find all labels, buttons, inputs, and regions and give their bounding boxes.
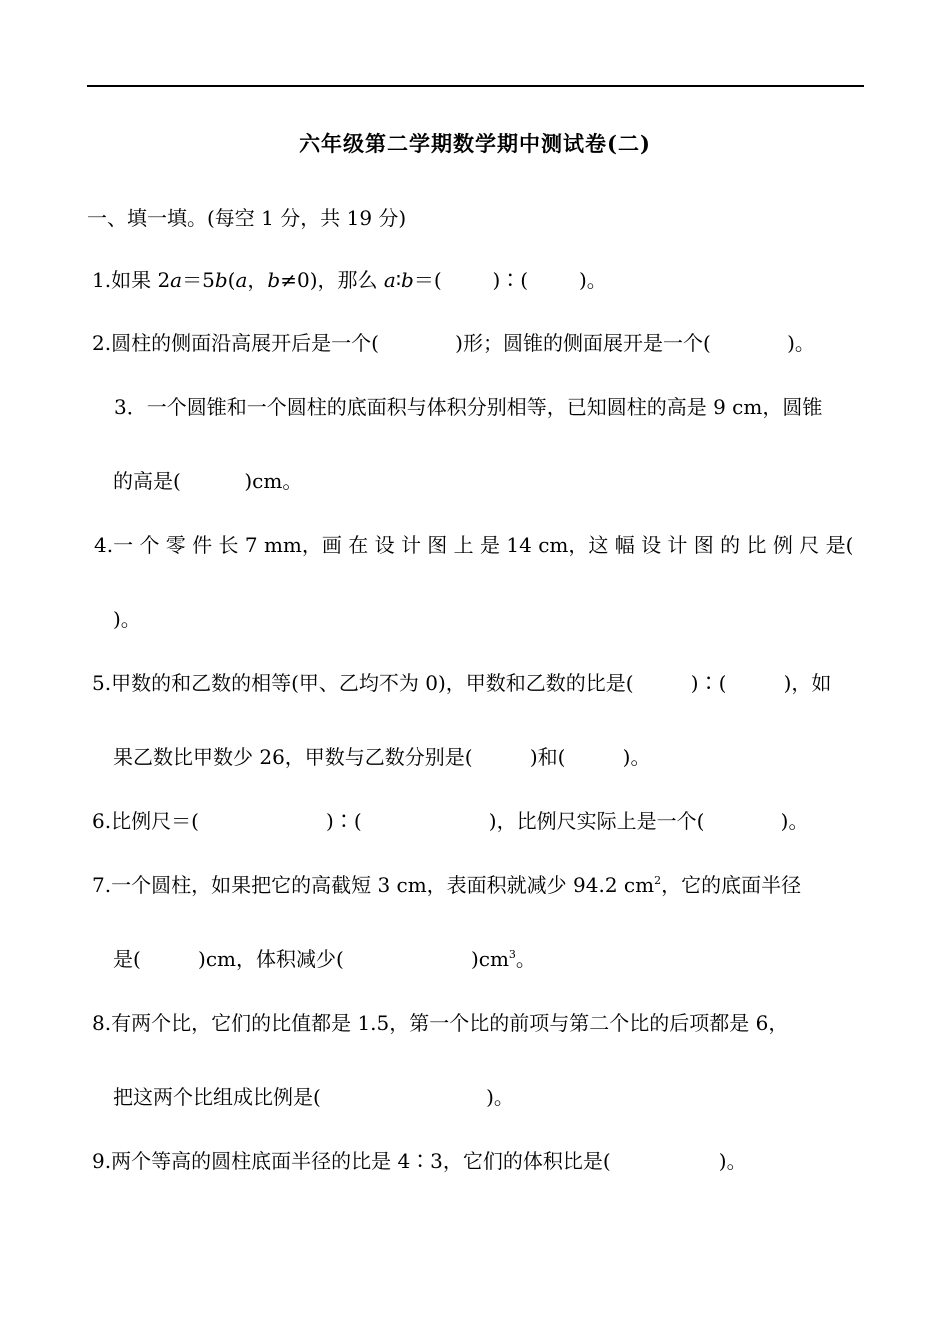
question-3-line-1: 3．一个圆锥和一个圆柱的底面积与体积分别相等，已知圆柱的高是 9 cm，圆锥: [114, 395, 823, 419]
q1-var-b2: b: [267, 268, 281, 292]
q1-ratio-colon: ∶: [395, 268, 402, 292]
question-9: 9.两个等高的圆柱底面半径的比是 4∶3，它们的体积比是( )。: [92, 1149, 747, 1173]
q7-line1-tail: ，它的底面半径: [661, 873, 802, 897]
question-5-line-2: 果乙数比甲数少 26，甲数与乙数分别是( )和( )。: [113, 745, 651, 769]
question-6: 6.比例尺＝( )∶( )，比例尺实际上是一个( )。: [92, 809, 809, 833]
q7-line1-text: 7.一个圆柱，如果把它的高截短 3 cm，表面积就减少 94.2 cm: [92, 873, 655, 897]
q1-var-a: a: [170, 268, 183, 292]
q1-equals: ＝5: [182, 268, 215, 292]
question-8-line-2: 把这两个比组成比例是( )。: [113, 1085, 514, 1109]
question-7-line-2: [113, 945, 536, 973]
q1-var-b: b: [214, 268, 228, 292]
question-4-line-2: )。: [113, 607, 141, 631]
question-2: 2.圆柱的侧面沿高展开后是一个( )形；圆锥的侧面展开是一个( )。: [92, 331, 815, 355]
q1-prefix: 1.如果 2: [92, 268, 171, 292]
q1-answer-blanks: ＝( )∶( )。: [413, 268, 607, 292]
q1-not-equal: ≠0)，那么: [280, 268, 384, 292]
q7-superscript-3: 3: [508, 948, 516, 961]
q1-comma: ，: [247, 268, 268, 292]
question-5-line-1: 5.甲数的和乙数的相等(甲、乙均不为 0)，甲数和乙数的比是( )∶( )，如: [92, 671, 832, 695]
top-rule: [87, 85, 864, 87]
section-heading: 一、填一填。(每空 1 分，共 19 分): [87, 206, 407, 230]
question-4-line-1: 4.一 个 零 件 长 7 mm，画 在 设 计 图 上 是 14 cm，这 幅 设 计 图 的 比 例 尺 是(: [94, 533, 854, 557]
q1-var-a3: a: [383, 268, 396, 292]
q1-var-a2: a: [235, 268, 248, 292]
question-8-line-1: 8.有两个比，它们的比值都是 1.5，第一个比的前项与第二个比的后项都是 6，: [92, 1011, 789, 1035]
q7-line2-tail: 。: [515, 947, 536, 971]
page-title: 六年级第二学期数学期中测试卷(二): [299, 131, 651, 156]
q7-line2-text: 是( )cm，体积减少( )cm: [113, 947, 509, 971]
question-1: [92, 266, 607, 294]
question-3-line-2: 的高是( )cm。: [113, 469, 303, 493]
q7-superscript-2: 2: [654, 874, 662, 887]
q1-paren: (: [227, 268, 236, 292]
question-7-line-1: [92, 871, 801, 899]
q1-var-b3: b: [401, 268, 414, 292]
